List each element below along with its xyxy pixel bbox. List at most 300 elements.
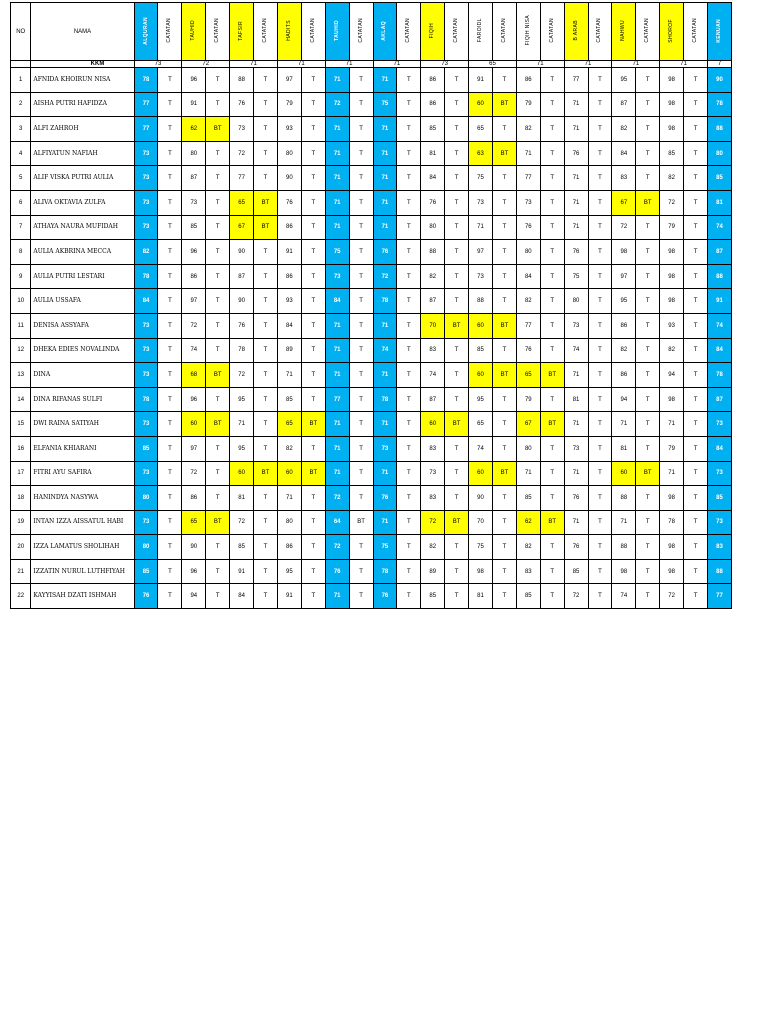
- grade-cell: 86: [421, 92, 445, 117]
- header-label: ALQURAN: [142, 16, 149, 45]
- grade-cell: T: [588, 313, 612, 338]
- grade-cell: T: [492, 166, 516, 191]
- grade-cell: 71: [564, 92, 588, 117]
- grade-cell: T: [158, 166, 182, 191]
- grade-cell: 72: [612, 215, 636, 240]
- grade-cell: 70: [421, 313, 445, 338]
- grade-cell: 71: [373, 412, 397, 437]
- grade-cell: 76: [373, 486, 397, 511]
- grade-cell: T: [254, 166, 278, 191]
- grade-cell: T: [636, 436, 660, 461]
- grade-cell: T: [684, 166, 708, 191]
- grade-cell: T: [158, 215, 182, 240]
- row-number: 17: [11, 461, 31, 486]
- grade-cell: T: [254, 559, 278, 584]
- grade-cell: T: [445, 264, 469, 289]
- kkm-value: 71: [660, 61, 708, 68]
- grade-cell: 67: [230, 215, 254, 240]
- grade-cell: T: [301, 559, 325, 584]
- grade-cell: 88: [612, 535, 636, 560]
- header-label: FIQIH: [429, 22, 436, 39]
- row-number: 6: [11, 190, 31, 215]
- grade-cell: 77: [564, 68, 588, 93]
- grade-cell: T: [301, 141, 325, 166]
- grade-cell: 78: [707, 363, 731, 388]
- grade-cell: 80: [277, 141, 301, 166]
- grade-cell: T: [588, 92, 612, 117]
- grade-cell: 76: [325, 559, 349, 584]
- grade-cell: T: [540, 289, 564, 314]
- grade-cell: 84: [612, 141, 636, 166]
- grade-cell: T: [397, 117, 421, 142]
- grade-cell: 95: [612, 68, 636, 93]
- grade-cell: T: [636, 166, 660, 191]
- grade-cell: 86: [612, 313, 636, 338]
- grade-cell: 74: [421, 363, 445, 388]
- grade-cell: 86: [421, 68, 445, 93]
- header-catatan: [301, 3, 325, 61]
- header-catatan: [684, 3, 708, 61]
- grade-cell: T: [445, 387, 469, 412]
- grade-cell: T: [349, 559, 373, 584]
- grade-cell: BT: [254, 215, 278, 240]
- student-row: [11, 68, 732, 93]
- grade-cell: 71: [325, 313, 349, 338]
- grade-cell: 94: [660, 363, 684, 388]
- grade-cell: 81: [230, 486, 254, 511]
- grade-cell: T: [254, 510, 278, 535]
- grade-cell: 90: [469, 486, 493, 511]
- grade-cell: T: [349, 240, 373, 265]
- header-label: TAUHID: [190, 20, 197, 41]
- row-number: 11: [11, 313, 31, 338]
- grade-cell: T: [636, 387, 660, 412]
- student-row: [11, 436, 732, 461]
- grade-cell: T: [492, 289, 516, 314]
- header-label: AKLAQ: [381, 20, 388, 41]
- grade-cell: T: [158, 486, 182, 511]
- grade-cell: 73: [134, 510, 158, 535]
- grade-cell: 94: [612, 387, 636, 412]
- grade-cell: T: [349, 363, 373, 388]
- grade-cell: 75: [373, 92, 397, 117]
- grade-cell: 71: [516, 141, 540, 166]
- grade-cell: T: [158, 510, 182, 535]
- grade-cell: T: [206, 559, 230, 584]
- grade-cell: 81: [612, 436, 636, 461]
- grade-cell: BT: [636, 190, 660, 215]
- grade-cell: 76: [373, 584, 397, 609]
- grade-cell: T: [588, 363, 612, 388]
- grade-cell: T: [206, 461, 230, 486]
- student-name: INTAN IZZA AISSATUL HABI: [31, 510, 134, 535]
- student-row: [11, 313, 732, 338]
- grade-cell: 98: [660, 264, 684, 289]
- header-label: CATATAN: [261, 18, 268, 43]
- grade-cell: 96: [182, 559, 206, 584]
- grade-cell: 94: [182, 584, 206, 609]
- grade-cell: T: [492, 584, 516, 609]
- grade-cell: 82: [516, 535, 540, 560]
- grade-cell: 82: [516, 117, 540, 142]
- grade-cell: 77: [230, 166, 254, 191]
- grade-cell: 86: [277, 264, 301, 289]
- grade-cell: 80: [134, 486, 158, 511]
- header-label: TAFSIR: [238, 20, 245, 41]
- grade-cell: 71: [564, 363, 588, 388]
- grade-cell: 85: [277, 387, 301, 412]
- student-row: [11, 240, 732, 265]
- grade-cell: 87: [421, 289, 445, 314]
- kkm-blank: [11, 61, 31, 68]
- student-row: [11, 412, 732, 437]
- grade-cell: T: [588, 141, 612, 166]
- grade-cell: 79: [277, 92, 301, 117]
- grade-cell: T: [158, 559, 182, 584]
- grade-cell: T: [445, 141, 469, 166]
- grade-cell: 96: [182, 387, 206, 412]
- grade-cell: T: [540, 68, 564, 93]
- row-number: 20: [11, 535, 31, 560]
- row-number: 2: [11, 92, 31, 117]
- grade-cell: T: [445, 486, 469, 511]
- grade-cell: T: [540, 461, 564, 486]
- grade-cell: 84: [707, 338, 731, 363]
- grade-cell: 73: [421, 461, 445, 486]
- grade-cell: 71: [564, 117, 588, 142]
- grade-cell: 73: [564, 436, 588, 461]
- grade-cell: 76: [421, 190, 445, 215]
- header-shorof: [660, 3, 684, 61]
- grade-cell: 71: [373, 166, 397, 191]
- grade-cell: T: [254, 535, 278, 560]
- grade-cell: BT: [492, 461, 516, 486]
- grade-cell: T: [588, 412, 612, 437]
- grade-cell: T: [445, 240, 469, 265]
- row-number: 16: [11, 436, 31, 461]
- grade-cell: 80: [516, 436, 540, 461]
- grade-cell: T: [254, 117, 278, 142]
- kkm-value: 71: [564, 61, 612, 68]
- grade-cell: T: [588, 584, 612, 609]
- grade-cell: 87: [612, 92, 636, 117]
- grade-cell: T: [492, 486, 516, 511]
- grade-cell: T: [684, 117, 708, 142]
- row-number: 15: [11, 412, 31, 437]
- grade-cell: 71: [325, 338, 349, 363]
- student-row: [11, 92, 732, 117]
- grade-cell: 82: [612, 338, 636, 363]
- kkm-value: 71: [516, 61, 564, 68]
- grade-cell: 73: [134, 215, 158, 240]
- grade-cell: T: [301, 584, 325, 609]
- student-name: ATHAYA NAURA MUFIDAH: [31, 215, 134, 240]
- grade-cell: 72: [421, 510, 445, 535]
- grade-cell: BT: [445, 313, 469, 338]
- row-number: 8: [11, 240, 31, 265]
- grade-cell: T: [445, 92, 469, 117]
- grade-cell: 71: [325, 584, 349, 609]
- grade-cell: 67: [516, 412, 540, 437]
- grade-cell: T: [206, 289, 230, 314]
- grade-cell: 71: [373, 313, 397, 338]
- row-number: 5: [11, 166, 31, 191]
- grade-cell: T: [301, 338, 325, 363]
- grade-cell: T: [254, 313, 278, 338]
- grade-cell: T: [492, 559, 516, 584]
- grade-cell: 78: [134, 68, 158, 93]
- student-row: [11, 363, 732, 388]
- grade-cell: 65: [469, 412, 493, 437]
- grade-cell: T: [684, 363, 708, 388]
- grade-cell: T: [540, 92, 564, 117]
- student-name: DHEKA EDIES NOVALINDA: [31, 338, 134, 363]
- student-name: FITRI AYU SAFIRA: [31, 461, 134, 486]
- grade-cell: T: [301, 289, 325, 314]
- grade-cell: T: [206, 338, 230, 363]
- grade-cell: T: [540, 584, 564, 609]
- student-row: [11, 584, 732, 609]
- grade-cell: 73: [134, 461, 158, 486]
- header-catatan: [636, 3, 660, 61]
- grade-cell: 98: [660, 535, 684, 560]
- grade-cell: 71: [325, 117, 349, 142]
- grade-cell: 73: [469, 264, 493, 289]
- grade-cell: 73: [134, 363, 158, 388]
- grade-cell: 71: [325, 461, 349, 486]
- grade-cell: 73: [134, 412, 158, 437]
- grade-cell: 84: [516, 264, 540, 289]
- grade-cell: T: [349, 461, 373, 486]
- grade-cell: T: [684, 190, 708, 215]
- kkm-value: 71: [230, 61, 278, 68]
- grade-cell: BT: [540, 510, 564, 535]
- grade-cell: T: [636, 559, 660, 584]
- grade-cell: T: [636, 92, 660, 117]
- grade-cell: 65: [182, 510, 206, 535]
- grade-cell: T: [492, 535, 516, 560]
- student-row: [11, 461, 732, 486]
- grade-cell: 70: [469, 510, 493, 535]
- grade-cell: T: [397, 215, 421, 240]
- grade-cell: 73: [230, 117, 254, 142]
- grade-cell: 71: [230, 412, 254, 437]
- header-label: CATATAN: [596, 18, 603, 43]
- grade-cell: 73: [707, 510, 731, 535]
- grade-cell: 72: [373, 264, 397, 289]
- grade-cell: T: [254, 92, 278, 117]
- grade-cell: T: [254, 289, 278, 314]
- row-number: 1: [11, 68, 31, 93]
- grade-cell: T: [540, 166, 564, 191]
- grade-cell: 62: [182, 117, 206, 142]
- grade-cell: T: [397, 264, 421, 289]
- grade-cell: T: [684, 486, 708, 511]
- grade-cell: T: [492, 215, 516, 240]
- grade-cell: 83: [516, 559, 540, 584]
- kkm-value: 72: [182, 61, 230, 68]
- grade-cell: T: [492, 436, 516, 461]
- grade-cell: 76: [134, 584, 158, 609]
- grade-cell: 76: [277, 190, 301, 215]
- header-label: HADITS: [285, 20, 292, 41]
- grade-cell: T: [397, 584, 421, 609]
- grade-cell: 71: [325, 190, 349, 215]
- grade-cell: 76: [564, 240, 588, 265]
- grade-cell: T: [540, 535, 564, 560]
- grade-cell: 86: [516, 68, 540, 93]
- header-catatan: [349, 3, 373, 61]
- grade-cell: T: [540, 117, 564, 142]
- grade-cell: 73: [134, 190, 158, 215]
- grade-cell: 73: [373, 436, 397, 461]
- grade-cell: 80: [516, 240, 540, 265]
- grade-cell: T: [492, 387, 516, 412]
- student-name: DENISA ASSYAFA: [31, 313, 134, 338]
- grade-cell: 71: [373, 510, 397, 535]
- grade-cell: 78: [134, 264, 158, 289]
- grade-cell: 73: [469, 190, 493, 215]
- grade-cell: 85: [707, 166, 731, 191]
- grade-cell: T: [540, 215, 564, 240]
- grade-cell: BT: [206, 412, 230, 437]
- grade-cell: 72: [325, 486, 349, 511]
- grade-cell: T: [206, 215, 230, 240]
- grade-cell: 73: [707, 461, 731, 486]
- grade-cell: T: [206, 190, 230, 215]
- grade-cell: T: [397, 436, 421, 461]
- header-kenuan: [707, 3, 731, 61]
- student-row: [11, 289, 732, 314]
- grade-cell: T: [492, 510, 516, 535]
- grade-cell: 98: [660, 559, 684, 584]
- student-name: ALIF VISKA PUTRI AULIA: [31, 166, 134, 191]
- header-label: CATATAN: [644, 18, 651, 43]
- grade-cell: 71: [660, 461, 684, 486]
- grade-cell: 60: [182, 412, 206, 437]
- grade-cell: 82: [277, 436, 301, 461]
- grade-cell: 98: [660, 68, 684, 93]
- grade-cell: BT: [540, 412, 564, 437]
- row-number: 21: [11, 559, 31, 584]
- student-name: AULIA AKBRINA MECCA: [31, 240, 134, 265]
- header-catatan: [397, 3, 421, 61]
- header-tafsir: [230, 3, 254, 61]
- grade-cell: 78: [660, 510, 684, 535]
- grade-cell: 84: [421, 166, 445, 191]
- grade-cell: T: [397, 141, 421, 166]
- grade-cell: T: [206, 584, 230, 609]
- grade-cell: T: [588, 68, 612, 93]
- student-name: HANINDYA NASYWA: [31, 486, 134, 511]
- grade-cell: 84: [325, 289, 349, 314]
- grade-cell: 60: [469, 92, 493, 117]
- grade-cell: 74: [564, 338, 588, 363]
- grade-cell: T: [349, 264, 373, 289]
- header-catatan: [445, 3, 469, 61]
- grade-cell: 65: [277, 412, 301, 437]
- grade-cell: T: [158, 535, 182, 560]
- grade-cell: T: [158, 141, 182, 166]
- grade-cell: 75: [469, 166, 493, 191]
- grade-cell: 76: [564, 535, 588, 560]
- grade-cell: T: [349, 387, 373, 412]
- header-fiqih: [421, 3, 445, 61]
- student-row: [11, 510, 732, 535]
- grade-cell: 76: [564, 141, 588, 166]
- grade-cell: 88: [707, 117, 731, 142]
- grade-cell: 72: [325, 92, 349, 117]
- grade-cell: 71: [612, 412, 636, 437]
- grade-cell: 86: [277, 535, 301, 560]
- student-row: [11, 166, 732, 191]
- grade-cell: 93: [660, 313, 684, 338]
- row-number: 22: [11, 584, 31, 609]
- grade-cell: T: [349, 289, 373, 314]
- grade-cell: 95: [612, 289, 636, 314]
- grade-cell: T: [636, 117, 660, 142]
- grade-cell: 85: [516, 486, 540, 511]
- header-catatan: [254, 3, 278, 61]
- grade-cell: 60: [421, 412, 445, 437]
- grade-cell: T: [540, 486, 564, 511]
- grade-cell: T: [206, 92, 230, 117]
- grade-cell: 97: [277, 68, 301, 93]
- grade-cell: 74: [373, 338, 397, 363]
- grade-cell: 82: [612, 117, 636, 142]
- grade-cell: 74: [182, 338, 206, 363]
- grade-cell: 85: [134, 436, 158, 461]
- grade-cell: T: [301, 190, 325, 215]
- grade-cell: T: [301, 363, 325, 388]
- grade-cell: 76: [516, 338, 540, 363]
- grade-cell: T: [158, 117, 182, 142]
- grade-cell: T: [158, 240, 182, 265]
- grade-cell: 88: [612, 486, 636, 511]
- grade-cell: 72: [660, 190, 684, 215]
- header-nama: NAMA: [31, 3, 134, 61]
- grade-cell: BT: [254, 190, 278, 215]
- header-catatan: [206, 3, 230, 61]
- student-row: [11, 190, 732, 215]
- grade-cell: 85: [421, 117, 445, 142]
- grade-cell: T: [445, 166, 469, 191]
- grade-cell: 86: [612, 363, 636, 388]
- grade-cell: T: [588, 436, 612, 461]
- header-label: B ARAB: [572, 20, 579, 41]
- kkm-label: KKM: [31, 61, 134, 68]
- grade-cell: 73: [564, 313, 588, 338]
- grade-cell: T: [684, 264, 708, 289]
- grade-cell: T: [540, 264, 564, 289]
- grade-cell: T: [254, 584, 278, 609]
- kkm-value: 71: [325, 61, 373, 68]
- grade-cell: T: [397, 190, 421, 215]
- student-name: IZZATIN NURUL LUTHFIYAH: [31, 559, 134, 584]
- grade-cell: T: [301, 240, 325, 265]
- grade-cell: 72: [325, 535, 349, 560]
- student-row: [11, 486, 732, 511]
- grade-cell: 60: [612, 461, 636, 486]
- grade-cell: 80: [564, 289, 588, 314]
- grade-cell: 72: [230, 510, 254, 535]
- grade-cell: T: [588, 240, 612, 265]
- grade-cell: 71: [325, 363, 349, 388]
- grade-cell: 73: [134, 166, 158, 191]
- grade-cell: 98: [660, 240, 684, 265]
- grade-cell: T: [636, 313, 660, 338]
- grade-cell: 74: [612, 584, 636, 609]
